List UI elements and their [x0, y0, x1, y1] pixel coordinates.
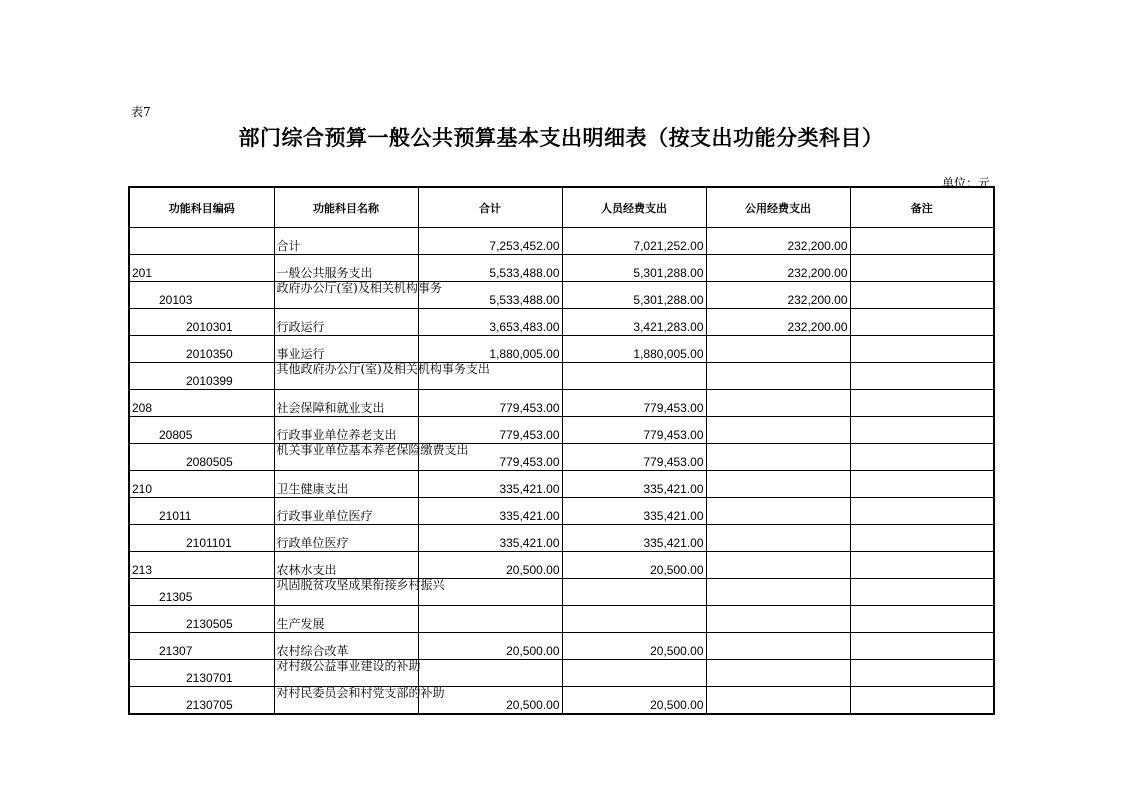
table-body	[129, 228, 994, 715]
function-name-text: 对村民委员会和村党支部的补助	[276, 686, 445, 700]
cell-personnel-expense: 1,880,005.00	[562, 336, 706, 363]
cell-function-code: 20805	[129, 417, 274, 444]
table-row	[129, 606, 994, 633]
cell-remark	[850, 660, 994, 687]
table-row	[129, 363, 994, 390]
function-name-text: 行政事业单位养老支出	[276, 428, 397, 442]
cell-total: 20,500.00	[418, 633, 562, 660]
cell-public-expense	[706, 444, 850, 471]
cell-personnel-expense: 20,500.00	[562, 552, 706, 579]
cell-function-name	[274, 362, 490, 390]
cell-function-code: 2010350	[129, 336, 274, 363]
cell-function-code: 21011	[129, 498, 274, 525]
cell-remark	[850, 309, 994, 336]
cell-function-name	[274, 228, 418, 255]
table-row	[129, 471, 994, 498]
cell-function-name	[274, 390, 418, 417]
function-name-text: 行政运行	[276, 320, 325, 334]
cell-remark	[850, 579, 994, 606]
cell-public-expense	[706, 363, 850, 390]
function-name-text: 政府办公厅(室)及相关机构事务	[276, 281, 442, 295]
cell-total: 335,421.00	[418, 498, 562, 525]
cell-remark	[850, 444, 994, 471]
cell-public-expense: 232,200.00	[706, 282, 850, 309]
cell-public-expense: 232,200.00	[706, 255, 850, 282]
table-row	[129, 417, 994, 444]
cell-total	[418, 660, 562, 687]
function-name-text: 农村综合改革	[276, 644, 349, 658]
cell-public-expense	[706, 606, 850, 633]
table-row	[129, 660, 994, 687]
table-row	[129, 255, 994, 282]
cell-function-code: 2101101	[129, 525, 274, 552]
cell-function-code: 213	[129, 552, 274, 579]
header-total: 合计	[418, 187, 562, 228]
table-row	[129, 390, 994, 417]
header-personnel-expense: 人员经费支出	[562, 187, 706, 228]
header-public-expense: 公用经费支出	[706, 187, 850, 228]
cell-function-code: 208	[129, 390, 274, 417]
cell-personnel-expense: 335,421.00	[562, 471, 706, 498]
cell-personnel-expense	[562, 606, 706, 633]
cell-personnel-expense: 7,021,252.00	[562, 228, 706, 255]
cell-remark	[850, 606, 994, 633]
cell-personnel-expense	[562, 363, 706, 390]
function-name-text: 行政单位医疗	[276, 536, 349, 550]
function-name-text: 行政事业单位医疗	[276, 509, 373, 523]
function-name-text: 生产发展	[276, 617, 325, 631]
table-row	[129, 282, 994, 309]
cell-public-expense: 232,200.00	[706, 309, 850, 336]
cell-function-code	[129, 228, 274, 255]
header-remark: 备注	[850, 187, 994, 228]
cell-function-code: 20103	[129, 282, 274, 309]
cell-personnel-expense: 5,301,288.00	[562, 255, 706, 282]
cell-public-expense	[706, 552, 850, 579]
page-title: 部门综合预算一般公共预算基本支出明细表（按支出功能分类科目）	[238, 126, 884, 150]
cell-remark	[850, 228, 994, 255]
table-row	[129, 687, 994, 715]
table-row	[129, 579, 994, 606]
cell-remark	[850, 255, 994, 282]
function-name-text: 事业运行	[276, 347, 325, 361]
cell-function-code: 2130701	[129, 660, 274, 687]
table-header-row	[129, 187, 994, 228]
table-row	[129, 525, 994, 552]
cell-function-name	[274, 443, 469, 471]
function-name-text: 合计	[276, 239, 301, 253]
table-row	[129, 633, 994, 660]
cell-function-name	[274, 525, 418, 552]
cell-public-expense	[706, 471, 850, 498]
cell-personnel-expense	[562, 579, 706, 606]
cell-remark	[850, 498, 994, 525]
function-name-text: 对村级公益事业建设的补助	[276, 659, 421, 673]
header-function-name: 功能科目名称	[274, 187, 418, 228]
cell-public-expense	[706, 417, 850, 444]
cell-total: 335,421.00	[418, 525, 562, 552]
function-name-text: 其他政府办公厅(室)及相关机构事务支出	[276, 362, 490, 376]
function-name-text: 农林水支出	[276, 563, 337, 577]
table-row	[129, 336, 994, 363]
table-row	[129, 552, 994, 579]
cell-function-code: 201	[129, 255, 274, 282]
cell-function-name	[274, 633, 418, 660]
cell-personnel-expense: 779,453.00	[562, 444, 706, 471]
cell-total: 7,253,452.00	[418, 228, 562, 255]
cell-remark	[850, 525, 994, 552]
cell-total: 20,500.00	[418, 687, 562, 715]
unit-label: 单位：元	[941, 176, 990, 190]
cell-function-name	[274, 281, 442, 309]
function-name-text: 卫生健康支出	[276, 482, 349, 496]
cell-personnel-expense: 779,453.00	[562, 390, 706, 417]
table-row	[129, 444, 994, 471]
cell-function-name	[274, 417, 418, 444]
cell-function-name	[274, 336, 418, 363]
cell-function-name	[274, 686, 445, 715]
table-row	[129, 498, 994, 525]
cell-remark	[850, 282, 994, 309]
cell-public-expense	[706, 525, 850, 552]
cell-function-name	[274, 255, 418, 282]
cell-personnel-expense	[562, 660, 706, 687]
cell-personnel-expense: 20,500.00	[562, 633, 706, 660]
table-row	[129, 228, 994, 255]
cell-public-expense	[706, 390, 850, 417]
cell-public-expense	[706, 660, 850, 687]
table-number: 表7	[131, 105, 151, 119]
cell-total: 20,500.00	[418, 552, 562, 579]
cell-function-code: 2080505	[129, 444, 274, 471]
table-row	[129, 309, 994, 336]
function-name-text: 一般公共服务支出	[276, 266, 373, 280]
cell-remark	[850, 633, 994, 660]
cell-remark	[850, 687, 994, 715]
cell-function-code: 2130705	[129, 687, 274, 715]
cell-function-code: 2010301	[129, 309, 274, 336]
cell-public-expense: 232,200.00	[706, 228, 850, 255]
cell-total: 779,453.00	[418, 417, 562, 444]
header-function-code: 功能科目编码	[129, 187, 274, 228]
cell-personnel-expense: 335,421.00	[562, 498, 706, 525]
expenditure-detail-table	[128, 186, 995, 715]
cell-function-code: 2010399	[129, 363, 274, 390]
cell-total: 3,653,483.00	[418, 309, 562, 336]
cell-public-expense	[706, 633, 850, 660]
cell-function-name	[274, 498, 418, 525]
cell-function-code: 21307	[129, 633, 274, 660]
cell-personnel-expense: 3,421,283.00	[562, 309, 706, 336]
function-name-text: 机关事业单位基本养老保险缴费支出	[276, 443, 469, 457]
cell-function-name	[274, 471, 418, 498]
cell-public-expense	[706, 579, 850, 606]
cell-total	[418, 606, 562, 633]
cell-function-name	[274, 578, 445, 606]
cell-public-expense	[706, 336, 850, 363]
cell-function-code: 2130505	[129, 606, 274, 633]
function-name-text: 巩固脱贫攻坚成果衔接乡村振兴	[276, 578, 445, 592]
cell-function-name	[274, 659, 421, 687]
cell-personnel-expense: 20,500.00	[562, 687, 706, 715]
cell-remark	[850, 417, 994, 444]
cell-public-expense	[706, 687, 850, 715]
cell-remark	[850, 471, 994, 498]
cell-function-code: 21305	[129, 579, 274, 606]
cell-function-code: 210	[129, 471, 274, 498]
cell-function-name	[274, 606, 418, 633]
cell-remark	[850, 390, 994, 417]
cell-function-name	[274, 309, 418, 336]
cell-remark	[850, 552, 994, 579]
cell-remark	[850, 336, 994, 363]
cell-total: 1,880,005.00	[418, 336, 562, 363]
cell-total: 779,453.00	[418, 390, 562, 417]
cell-public-expense	[706, 498, 850, 525]
cell-remark	[850, 363, 994, 390]
cell-personnel-expense: 335,421.00	[562, 525, 706, 552]
cell-personnel-expense: 5,301,288.00	[562, 282, 706, 309]
cell-function-name	[274, 552, 418, 579]
cell-total: 5,533,488.00	[418, 255, 562, 282]
cell-total: 5,533,488.00	[418, 282, 562, 309]
cell-total: 335,421.00	[418, 471, 562, 498]
cell-personnel-expense: 779,453.00	[562, 417, 706, 444]
cell-total: 779,453.00	[418, 444, 562, 471]
function-name-text: 社会保障和就业支出	[276, 401, 385, 415]
